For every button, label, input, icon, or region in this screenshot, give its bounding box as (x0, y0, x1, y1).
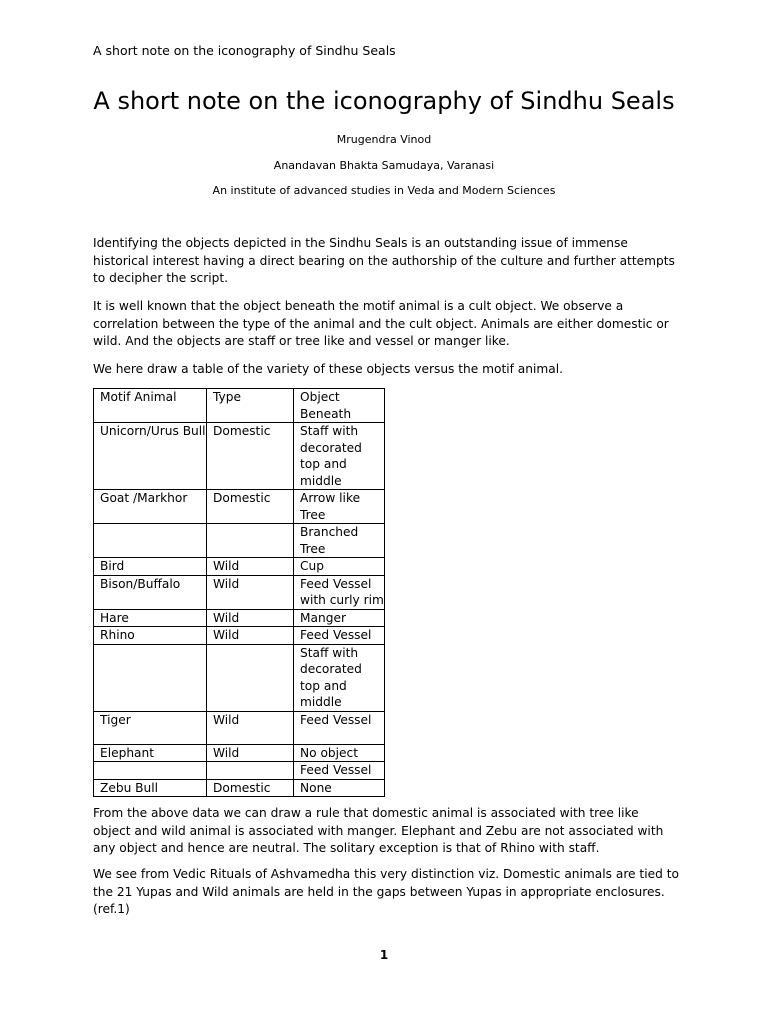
paragraph-rule: From the above data we can draw a rule that domestic animal is associated with tree like object and wild animal is associated with manger. Elephant and Zebu are not associated with any object and hence are neutral. The solitary exception is that of Rhino with staff. (93, 806, 664, 855)
table-cell: Elephant (94, 744, 207, 762)
table-row (94, 744, 385, 762)
institute-description: An institute of advanced studies in Veda and Modern Sciences (212, 184, 556, 197)
table-row (94, 524, 385, 558)
table-cell: Wild (207, 609, 294, 627)
table-cell: Feed Vessel (294, 762, 385, 780)
table-row (94, 779, 385, 797)
table-row (94, 609, 385, 627)
table-cell: Staff with decorated top and middle (294, 644, 385, 711)
table-cell: Feed Vessel with curly rim (294, 575, 385, 609)
table-cell (207, 524, 294, 558)
table-cell: Domestic (207, 423, 294, 490)
table-cell: Goat /Markhor (94, 490, 207, 524)
affiliation: Anandavan Bhakta Samudaya, Varanasi (273, 159, 495, 172)
table-cell: Wild (207, 575, 294, 609)
table-row (94, 644, 385, 711)
objects-table (93, 388, 385, 797)
table-cell: Cup (294, 558, 385, 576)
table-cell: Feed Vessel (294, 711, 385, 744)
table-header-row (94, 389, 385, 423)
column-header-type: Type (207, 389, 294, 423)
table-row (94, 711, 385, 744)
paragraph-ashvamedha: We see from Vedic Rituals of Ashvamedha this very distinction viz. Domestic animals are tied to the 21 Yupas and Wild animals are held in the gaps between Yupas in appropriate enclosures. (ref.1) (93, 867, 679, 916)
paragraph-correlation: It is well known that the object beneath the motif animal is a cult object. We observe a correlation between the type of the animal and the cult object. Animals are either domestic or wild. And the objects are staff or tree like and vessel or manger like. (93, 299, 669, 348)
table-cell (94, 644, 207, 711)
table-cell: No object (294, 744, 385, 762)
table-row (94, 762, 385, 780)
table-cell: Wild (207, 558, 294, 576)
table-cell: Arrow like Tree (294, 490, 385, 524)
table-row (94, 558, 385, 576)
paragraph-table-intro: We here draw a table of the variety of these objects versus the motif animal. (93, 362, 563, 376)
column-header-object-beneath: Object Beneath (294, 389, 385, 423)
table-row (94, 423, 385, 490)
table-cell (94, 762, 207, 780)
table-cell (207, 644, 294, 711)
table-cell: Wild (207, 627, 294, 645)
column-header-motif-animal: Motif Animal (94, 389, 207, 423)
paragraph-intro: Identifying the objects depicted in the Sindhu Seals is an outstanding issue of immense historical interest having a direct bearing on the authorship of the culture and further attempts to decipher the script. (93, 236, 675, 285)
table-cell: Hare (94, 609, 207, 627)
table-cell: Branched Tree (294, 524, 385, 558)
running-header: A short note on the iconography of Sindhu Seals (93, 43, 396, 58)
table-cell: Domestic (207, 490, 294, 524)
page-number: 1 (379, 948, 389, 962)
author-name: Mrugendra Vinod (336, 133, 432, 146)
table-cell: Wild (207, 744, 294, 762)
table-cell: Feed Vessel (294, 627, 385, 645)
table-cell: Staff with decorated top and middle (294, 423, 385, 490)
table-cell: Tiger (94, 711, 207, 744)
document-title: A short note on the iconography of Sindhu Seals (93, 87, 675, 115)
table-row (94, 575, 385, 609)
table-cell: Zebu Bull (94, 779, 207, 797)
table-cell: Bison/Buffalo (94, 575, 207, 609)
table-cell (207, 762, 294, 780)
table-row (94, 490, 385, 524)
table-row (94, 627, 385, 645)
table-cell: Bird (94, 558, 207, 576)
table-cell: None (294, 779, 385, 797)
table-cell (94, 524, 207, 558)
table-cell: Rhino (94, 627, 207, 645)
table-cell: Domestic (207, 779, 294, 797)
table-cell: Wild (207, 711, 294, 744)
table-cell: Unicorn/Urus Bull (94, 423, 207, 490)
table-cell: Manger (294, 609, 385, 627)
